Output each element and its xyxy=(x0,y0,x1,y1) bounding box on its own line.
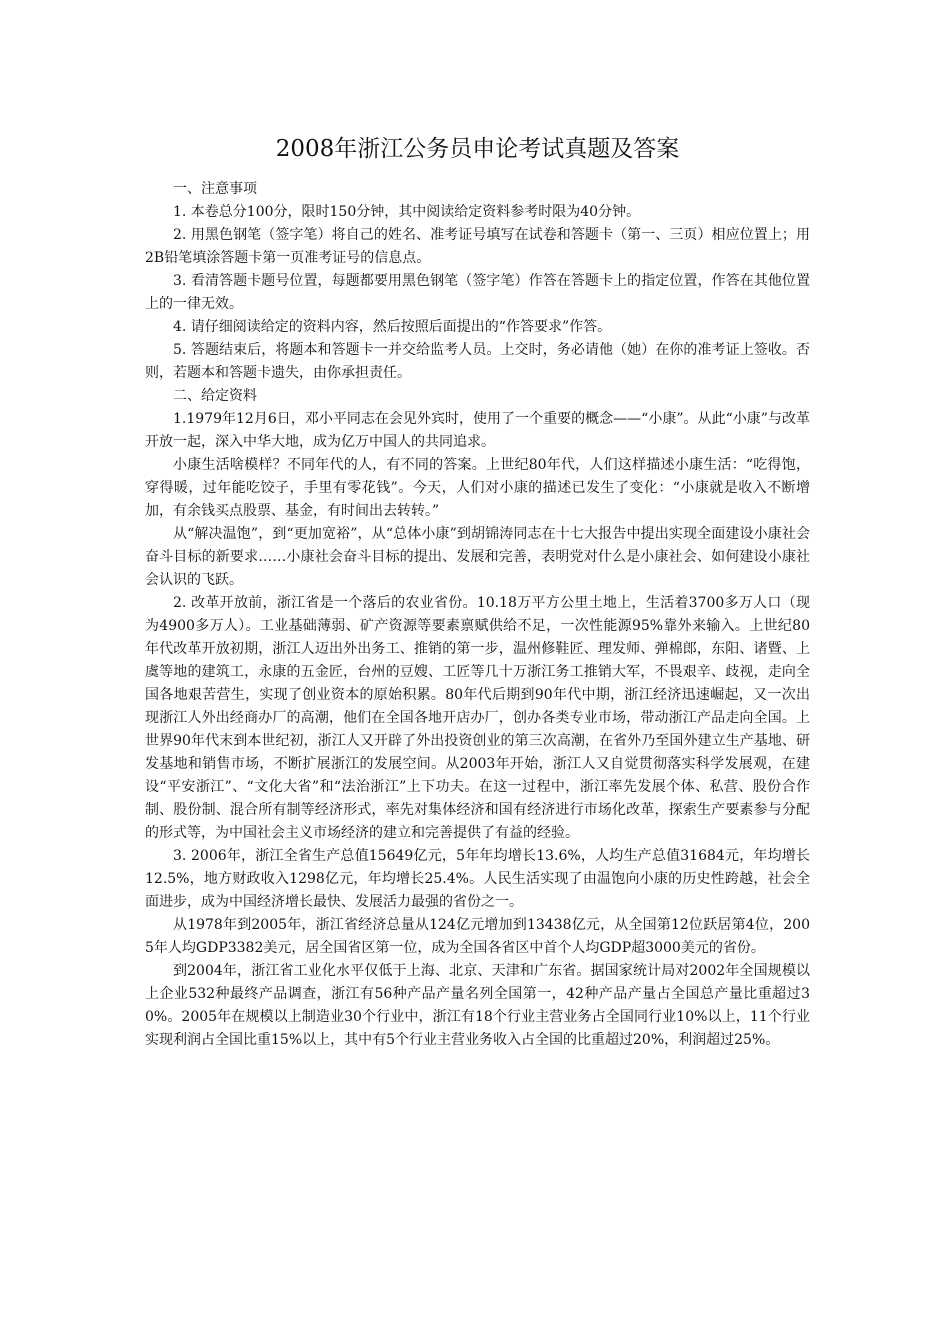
note-item-2: 2. 用黑色钢笔（签字笔）将自己的姓名、准考证号填写在试卷和答题卡（第一、三页）相应位置上；用2B铅笔填涂答题卡第一页准考证号的信息点。 xyxy=(145,227,810,266)
material-paragraph: 从“解决温饱”，到“更加宽裕”，从“总体小康”到胡锦涛同志在十七大报告中提出实现全面建设小康社会奋斗目标的新要求……小康社会奋斗目标的提出、发展和完善，表明党对什么是小康社会、如何建设小康社会认识的飞跃。 xyxy=(145,526,810,588)
section-heading-notes: 一、注意事项 xyxy=(173,181,257,197)
section-heading-materials: 二、给定资料 xyxy=(173,388,257,404)
document-title: 2008年浙江公务员申论考试真题及答案 xyxy=(275,136,680,162)
note-item-1: 1. 本卷总分100分，限时150分钟，其中阅读给定资料参考时限为40分钟。 xyxy=(173,204,641,220)
material-paragraph: 2. 改革开放前，浙江省是一个落后的农业省份。10.18万平方公里土地上，生活着3700多万人口（现为4900多万人）。工业基础薄弱、矿产资源等要素禀赋供给不足，一次性能源95%靠外来输入。上世纪80年代改革开放初期，浙江人迈出外出务工、推销的第一步，温州修鞋匠、理发师、弹棉郎，东阳、诸暨、上虞等地的建筑工，永康的五金匠，台州的豆嫂、工匠等几十万浙江务工推销大军，不畏艰辛、歧视，走向全国各地艰苦营生，实现了创业资本的原始积累。80年代后期到90年代中期，浙江经济迅速崛起，又一次出现浙江人外出经商办厂的高潮，他们在全国各地开店办厂，创办各类专业市场，带动浙江产品走向全国。上世界90年代末到本世纪初，浙江人又开辟了外出投资创业的第三次高潮，在省外乃至国外建立生产基地、研发基地和销售市场，不断扩展浙江的发展空间。从2003年开始，浙江人又自觉贯彻落实科学发展观，在建设“平安浙江”、“文化大省”和“法治浙江”上下功夫。在这一过程中，浙江率先发展个体、私营、股份合作制、股份制、混合所有制等经济形式，率先对集体经济和国有经济进行市场化改革，探索生产要素参与分配的形式等，为中国社会主义市场经济的建立和完善提供了有益的经验。 xyxy=(145,595,810,841)
note-item-3: 3. 看清答题卡题号位置，每题都要用黑色钢笔（签字笔）作答在答题卡上的指定位置，作答在其他位置上的一律无效。 xyxy=(145,273,810,312)
material-paragraph: 到2004年，浙江省工业化水平仅低于上海、北京、天津和广东省。据国家统计局对2002年全国规模以上企业532种最终产品调查，浙江有56种产品产量名列全国第一，42种产品产量占全国总产量比重超过30%。2005年在规模以上制造业30个行业中，浙江有18个行业主营业务占全国同行业10%以上，11个行业实现利润占全国比重15%以上，其中有5个行业主营业务收入占全国的比重超过20%，利润超过25%。 xyxy=(145,963,810,1048)
document-page xyxy=(145,132,810,1052)
material-paragraph: 3. 2006年，浙江全省生产总值15649亿元，5年年均增长13.6%，人均生产总值31684元，年均增长12.5%，地方财政收入1298亿元，年均增长25.4%。人民生活实现了由温饱向小康的历史性跨越，社会全面进步，成为中国经济增长最快、发展活力最强的省份之一。 xyxy=(145,848,810,910)
material-paragraph: 从1978年到2005年，浙江省经济总量从124亿元增加到13438亿元，从全国第12位跃居第4位，2005年人均GDP3382美元，居全国省区第一位，成为全国各省区中首个人均GDP超3000美元的省份。 xyxy=(145,917,810,956)
note-item-4: 4. 请仔细阅读给定的资料内容，然后按照后面提出的“作答要求”作答。 xyxy=(173,319,612,335)
material-paragraph: 小康生活啥模样？不同年代的人，有不同的答案。上世纪80年代，人们这样描述小康生活：“吃得饱，穿得暖，过年能吃饺子，手里有零花钱”。今天，人们对小康的描述已发生了变化：“小康就是收入不断增加，有余钱买点股票、基金，有时间出去转转。” xyxy=(145,457,810,519)
note-item-5: 5. 答题结束后，将题本和答题卡一并交给监考人员。上交时，务必请他（她）在你的准考证上签收。否则，若题本和答题卡遗失，由你承担责任。 xyxy=(145,342,810,381)
document-body xyxy=(145,178,810,1052)
material-paragraph: 1.1979年12月6日，邓小平同志在会见外宾时，使用了一个重要的概念——“小康”。从此“小康”与改革开放一起，深入中华大地，成为亿万中国人的共同追求。 xyxy=(145,411,810,450)
